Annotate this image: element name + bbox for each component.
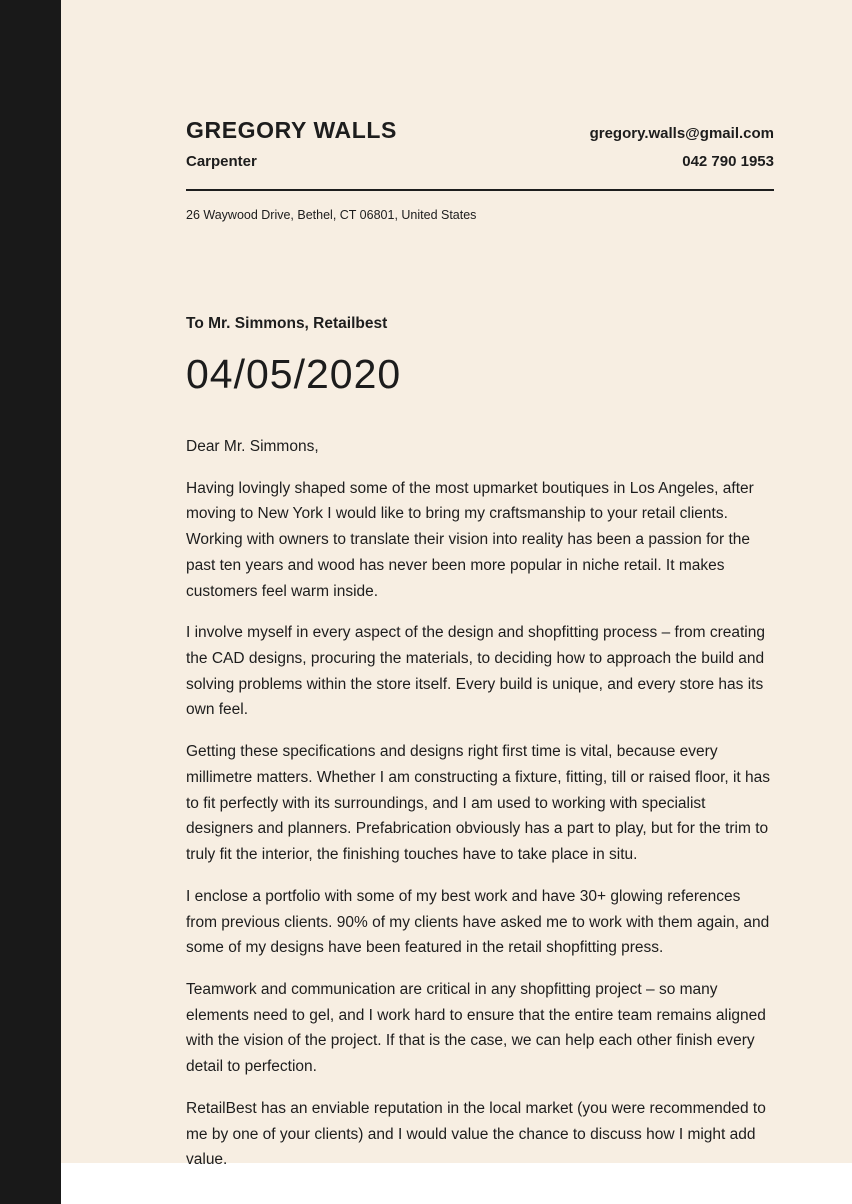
letter-paragraph: Getting these specifications and designs right first time is vital, because every millimetre matters. Whether I am constructing a fixture, fitting, till or raised floor, it has to fit perfectly with its surroundings, and I am used to working with specialist designers and planners. Prefabrication obviously has a part to play, but for the trim to truly fit the interior, the finishing touches have to take place in situ. bbox=[186, 743, 771, 864]
email-address: gregory.walls@gmail.com bbox=[589, 125, 774, 142]
phone-number: 042 790 1953 bbox=[682, 153, 774, 170]
candidate-name: GREGORY WALLS bbox=[186, 117, 397, 143]
letter-content bbox=[186, 0, 774, 1173]
header-row-top bbox=[186, 117, 774, 144]
letter-date: 04/05/2020 bbox=[186, 351, 402, 397]
header-divider bbox=[186, 189, 774, 191]
left-accent-bar bbox=[0, 0, 61, 1204]
document-page bbox=[61, 0, 852, 1169]
postal-address: 26 Waywood Drive, Bethel, CT 06801, United States bbox=[186, 208, 477, 222]
letter-header bbox=[186, 117, 774, 222]
job-title: Carpenter bbox=[186, 153, 257, 170]
salutation: Dear Mr. Simmons, bbox=[186, 438, 319, 455]
letter-paragraph: RetailBest has an enviable reputation in the local market (you were recommended to me by one of your clients) and I would value the chance to discuss how I might add value. bbox=[186, 1099, 766, 1169]
letter-paragraph: I involve myself in every aspect of the design and shopfitting process – from creating the CAD designs, procuring the materials, to deciding how to approach the build and solving problems within the store itself. Every build is unique, and every store has its own feel. bbox=[186, 624, 765, 719]
letter-paragraph: Teamwork and communication are critical in any shopfitting project – so many elements need to gel, and I work hard to ensure that the entire team remains aligned with the vision of the project. If that is the case, we can help each other finish every detail to perfection. bbox=[186, 980, 766, 1076]
header-row-bottom bbox=[186, 153, 774, 170]
recipient-line: To Mr. Simmons, Retailbest bbox=[186, 315, 388, 332]
letter-paragraph: I enclose a portfolio with some of my best work and have 30+ glowing references from previous clients. 90% of my clients have asked me to work with them again, and some of my designs have been featured in the retail shopfitting press. bbox=[186, 887, 770, 957]
letter-paragraph: Having lovingly shaped some of the most upmarket boutiques in Los Angeles, after moving to New York I would like to bring my craftsmanship to your retail clients. Working with owners to translate their vision into reality has been a passion for the past ten years and wood has never been more popular in niche retail. It makes customers feel warm inside. bbox=[186, 479, 754, 600]
